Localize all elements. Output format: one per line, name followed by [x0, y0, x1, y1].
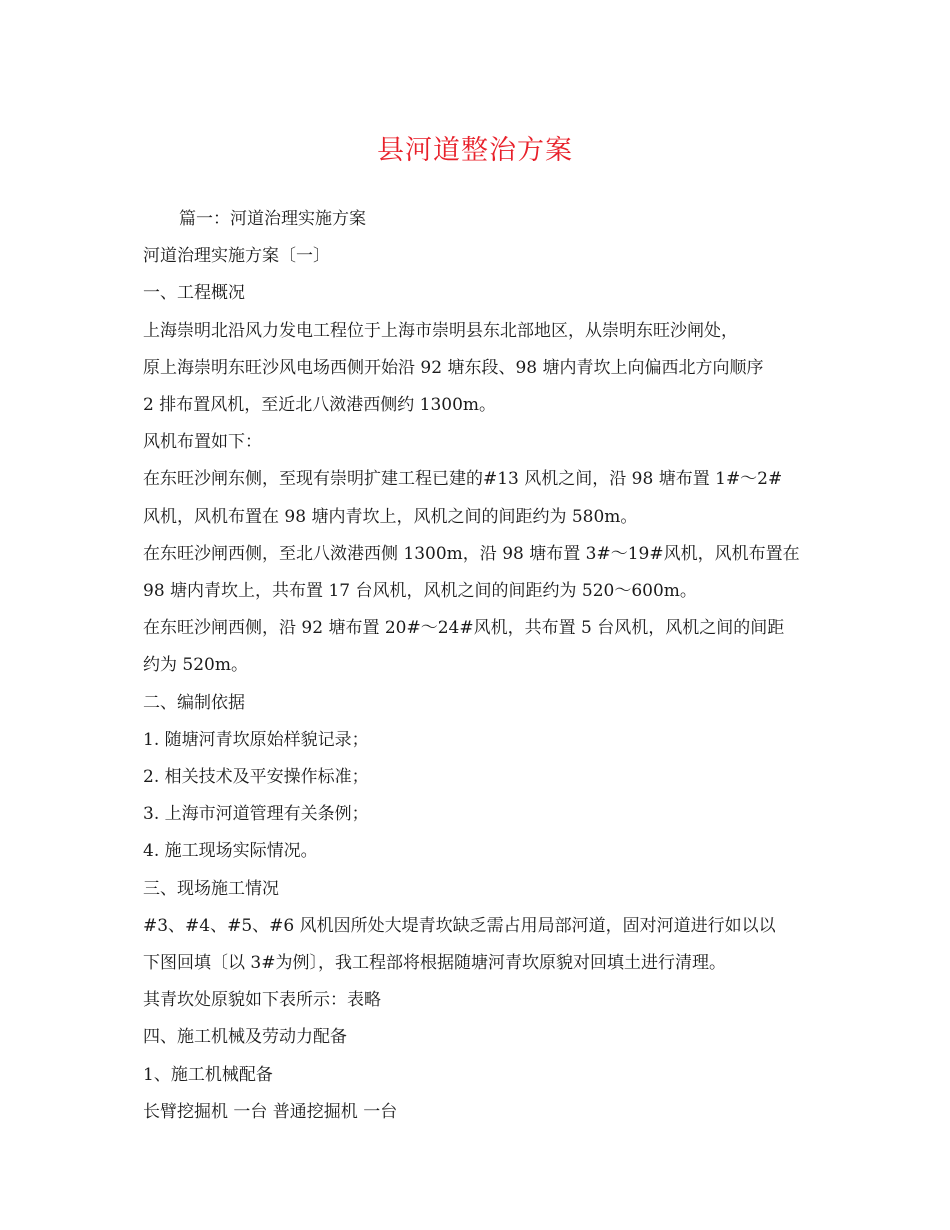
paragraph-line: 约为 520m。 [143, 655, 248, 676]
subtitle-plan-one: 河道治理实施方案〔一〕 [143, 246, 330, 267]
heading-site-conditions: 三、现场施工情况 [143, 878, 279, 899]
heading-machinery-labor: 四、施工机械及劳动力配备 [143, 1027, 347, 1048]
list-item: 1. 随塘河青坎原始样貌记录； [143, 729, 369, 750]
paragraph-line: 长臂挖掘机 一台 普通挖掘机 一台 [143, 1101, 398, 1122]
list-item: 4. 施工现场实际情况。 [143, 841, 318, 862]
document-body [143, 201, 823, 1131]
subheading-machinery: 1、施工机械配备 [143, 1064, 273, 1085]
paragraph-line: 在东旺沙闸西侧，至北八滧港西侧 1300m，沿 98 塘布置 3#～19#风机，风机布置在 [143, 543, 800, 564]
paragraph-line: #3、#4、#5、#6 风机因所处大堤青坎缺乏需占用局部河道，固对河道进行如以以 [143, 915, 776, 936]
list-item: 3. 上海市河道管理有关条例； [143, 804, 369, 825]
heading-basis: 二、编制依据 [143, 692, 245, 713]
paragraph-line: 在东旺沙闸东侧，至现有崇明扩建工程已建的#13 风机之间，沿 98 塘布置 1#～2# [143, 469, 783, 490]
paragraph-line: 原上海崇明东旺沙风电场西侧开始沿 92 塘东段、98 塘内青坎上向偏西北方向顺序 [143, 357, 764, 378]
paragraph-line: 2 排布置风机，至近北八滧港西侧约 1300m。 [143, 395, 497, 416]
paragraph-line: 98 塘内青坎上，共布置 17 台风机，风机之间的间距约为 520～600m。 [143, 581, 697, 602]
document-title: 县河道整治方案 [377, 135, 573, 166]
paragraph-line: 其青坎处原貌如下表所示：表略 [143, 990, 381, 1011]
heading-project-overview: 一、工程概况 [143, 283, 245, 304]
paragraph-line: 风机，风机布置在 98 塘内青坎上，风机之间的间距约为 580m。 [143, 506, 638, 527]
paragraph-line: 下图回填〔以 3#为例〕，我工程部将根据随塘河青坎原貌对回填土进行清理。 [143, 953, 726, 974]
paragraph-line: 上海崇明北沿风力发电工程位于上海市崇明县东北部地区，从崇明东旺沙闸处， [143, 320, 738, 341]
section-heading-part-one: 篇一：河道治理实施方案 [179, 209, 366, 229]
paragraph-line: 在东旺沙闸西侧，沿 92 塘布置 20#～24#风机，共布置 5 台风机，风机之间的间距 [143, 618, 785, 639]
paragraph-line: 风机布置如下： [143, 432, 262, 453]
list-item: 2. 相关技术及平安操作标准； [143, 767, 369, 788]
